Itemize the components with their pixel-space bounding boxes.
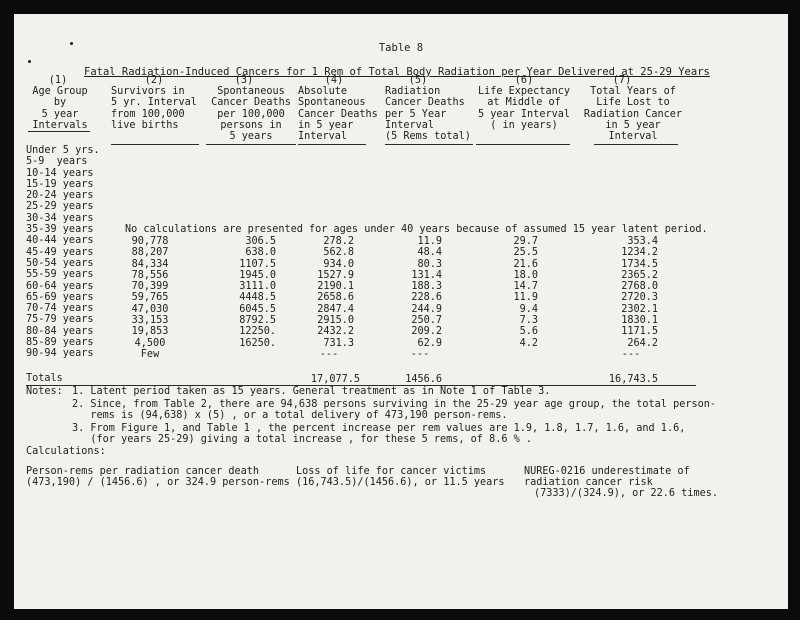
col3-rule xyxy=(206,144,296,145)
notes-label: Notes: xyxy=(26,386,63,397)
calc-person-rems-title: Person-rems per radiation cancer death xyxy=(26,466,260,477)
cell: 80.3 xyxy=(417,258,442,270)
col7-num: (7) xyxy=(612,75,632,86)
cell: 1107.5 xyxy=(239,258,276,270)
years-lost-column xyxy=(604,236,658,360)
cell: 4,500 xyxy=(134,337,166,349)
col4-label: Absolute Spontaneous Cancer Deaths in 5 year Interval xyxy=(298,86,378,143)
cell: 25.5 xyxy=(513,247,538,259)
age-group: 60-64 years xyxy=(26,280,94,292)
radiation-deaths-column xyxy=(398,236,442,360)
cell: 1171.5 xyxy=(621,326,658,338)
cell: 250.7 xyxy=(411,315,442,327)
cell: 562.8 xyxy=(323,247,354,259)
cell: Few xyxy=(140,348,160,360)
cell: 353.4 xyxy=(627,236,658,247)
total-radiation-deaths: 1456.6 xyxy=(405,374,442,385)
col5-num: (5) xyxy=(408,75,428,86)
survivors-column xyxy=(114,236,186,360)
cell: 90,778 xyxy=(131,236,169,247)
calc-person-rems-value: (473,190) / (1456.6) , or 324.9 person-rems xyxy=(26,477,290,488)
total-absolute-deaths: 17,077.5 xyxy=(310,374,360,385)
cell: 934.0 xyxy=(323,258,354,270)
punch-mark xyxy=(28,60,31,63)
col3-label: Spontaneous Cancer Deaths per 100,000 persons in 5 years xyxy=(211,86,291,143)
cell: 33,153 xyxy=(131,315,169,327)
cell: 4448.5 xyxy=(239,292,276,304)
cell: 7.3 xyxy=(519,315,538,327)
cell: 11.9 xyxy=(417,236,442,247)
cell: 19,853 xyxy=(131,326,169,338)
age-group: 40-44 years xyxy=(26,235,94,247)
cell: 2720.3 xyxy=(621,292,658,304)
cell: 1234.2 xyxy=(621,247,658,259)
cell: 5.6 xyxy=(519,326,538,338)
col3-num: (3) xyxy=(234,75,254,86)
cell: 12250. xyxy=(239,326,276,338)
cell: 84,334 xyxy=(131,258,169,270)
cell: 6045.5 xyxy=(239,303,276,315)
age-group: 90-94 years xyxy=(26,348,94,360)
age-group: 20-24 years xyxy=(26,190,94,202)
total-years-lost: 16,743.5 xyxy=(608,374,658,385)
cell: 48.4 xyxy=(417,247,442,259)
cell: 1527.9 xyxy=(317,269,354,281)
col1-num: (1) xyxy=(48,75,68,86)
cell: 1830.1 xyxy=(621,315,658,327)
cell: 78,556 xyxy=(131,269,169,281)
cell: 264.2 xyxy=(627,337,658,349)
calc-loss-of-life-title: Loss of life for cancer victims xyxy=(296,466,487,477)
cell: 47,030 xyxy=(131,303,169,315)
cell: 18.0 xyxy=(513,269,538,281)
cell: 8792.5 xyxy=(239,315,276,327)
age-group: 30-34 years xyxy=(26,212,94,224)
no-calculations-note: No calculations are presented for ages under 40 years because of assumed 15 year latent period. xyxy=(125,224,708,235)
calc-nureg-title: NUREG-0216 underestimate of xyxy=(524,466,690,477)
calc-nureg-value: (7333)/(324.9), or 22.6 times. xyxy=(534,488,719,499)
cell xyxy=(214,349,276,360)
col7-label: Total Years of Life Lost to Radiation Cancer in 5 year Interval xyxy=(583,86,683,143)
col2-rule xyxy=(111,144,199,145)
calc-loss-of-life-value: (16,743.5)/(1456.6), or 11.5 years xyxy=(296,477,505,488)
cell: 2658.6 xyxy=(317,292,354,304)
note-3b: (for years 25-29) giving a total increase , for these 5 rems, of 8.6 % . xyxy=(72,434,533,445)
calc-nureg-subtitle: radiation cancer risk xyxy=(524,477,653,488)
cell: 2302.1 xyxy=(621,303,658,315)
cell xyxy=(498,349,538,360)
cell: 209.2 xyxy=(411,326,442,338)
age-group: 70-74 years xyxy=(26,303,94,315)
cell: 59,765 xyxy=(131,292,169,304)
cell: 2847.4 xyxy=(317,303,354,315)
calculations-label: Calculations: xyxy=(26,446,106,457)
age-group: 55-59 years xyxy=(26,269,94,281)
age-group: 80-84 years xyxy=(26,325,94,337)
col4-rule xyxy=(298,144,366,145)
cell: 638.0 xyxy=(245,247,276,259)
col7-rule xyxy=(594,144,678,145)
col6-label: Life Expectancy at Middle of 5 year Interval ( in years) xyxy=(477,86,570,131)
cell: 21.6 xyxy=(513,258,538,270)
document-page xyxy=(14,14,788,609)
age-group: 15-19 years xyxy=(26,178,94,190)
cell: 2432.2 xyxy=(317,326,354,338)
totals-label: Totals xyxy=(26,373,63,384)
cell: 188.3 xyxy=(411,281,442,293)
age-group: 35-39 years xyxy=(26,224,94,236)
cell: 2190.1 xyxy=(317,281,354,293)
col2-num: (2) xyxy=(144,75,164,86)
age-group: 75-79 years xyxy=(26,314,94,326)
age-group: 65-69 years xyxy=(26,291,94,303)
age-group: Under 5 yrs. xyxy=(26,145,100,156)
cell: 1734.5 xyxy=(621,258,658,270)
absolute-deaths-column xyxy=(304,236,354,360)
cell: 3111.0 xyxy=(239,281,276,293)
age-group: 85-89 years xyxy=(26,337,94,349)
cell: 14.7 xyxy=(513,281,538,293)
note-3a: 3. From Figure 1, and Table 1 , the percent increase per rem values are 1.9, 1.8, 1.7, 1.6, and 1.6, xyxy=(72,423,686,434)
spontaneous-rate-column xyxy=(214,236,276,360)
note-2b: rems is (94,638) x (5) , or a total delivery of 473,190 person-rems. xyxy=(72,410,508,421)
age-group: 10-14 years xyxy=(26,167,94,179)
cell: 11.9 xyxy=(513,292,538,304)
cell: 131.4 xyxy=(411,269,442,281)
cell: 88,207 xyxy=(131,247,169,259)
col5-label: Radiation Cancer Deaths per 5 Year Interval (5 Rems total) xyxy=(385,86,471,143)
cell: --- xyxy=(410,348,430,360)
note-2a: 2. Since, from Table 2, there are 94,638 persons surviving in the 25-29 year age group, the total person- xyxy=(72,399,717,410)
age-group: 50-54 years xyxy=(26,257,94,269)
col2-label: Survivors in 5 yr. Interval from 100,000 live births xyxy=(111,86,197,131)
age-group: 25-29 years xyxy=(26,201,94,213)
col1-rule xyxy=(28,131,90,132)
cell: --- xyxy=(621,348,641,360)
cell: 2365.2 xyxy=(621,269,658,281)
cell: 70,399 xyxy=(131,281,169,293)
cell: 2915.0 xyxy=(317,315,354,327)
age-group: 5-9 years xyxy=(26,156,88,168)
life-expectancy-column xyxy=(498,236,538,360)
cell: 4.2 xyxy=(519,337,538,349)
col4-num: (4) xyxy=(324,75,344,86)
cell: 278.2 xyxy=(323,236,354,247)
cell: 731.3 xyxy=(323,337,354,349)
col6-num: (6) xyxy=(514,75,534,86)
cell: 29.7 xyxy=(513,236,538,247)
note-1: 1. Latent period taken as 15 years. General treatment as in Note 1 of Table 3. xyxy=(72,386,551,397)
cell: 228.6 xyxy=(411,292,442,304)
cell: 2768.0 xyxy=(621,281,658,293)
cell: 62.9 xyxy=(417,337,442,349)
cell: 9.4 xyxy=(519,303,538,315)
cell: 16250. xyxy=(239,337,276,349)
main-heading-text: Fatal Radiation-Induced Cancers for 1 Rem of Total Body Radiation per Year Delivered at 25-29 Years xyxy=(84,66,710,78)
col1-label: Age Group by 5 year Intervals xyxy=(32,86,88,131)
age-group-list xyxy=(26,145,100,360)
cell: 306.5 xyxy=(245,236,276,247)
age-group: 45-49 years xyxy=(26,246,94,258)
col6-rule xyxy=(476,144,570,145)
table-title: Table 8 xyxy=(378,42,424,54)
cell: --- xyxy=(319,348,339,360)
cell: 1945.0 xyxy=(239,269,276,281)
cell: 244.9 xyxy=(411,303,442,315)
col5-rule xyxy=(385,144,473,145)
